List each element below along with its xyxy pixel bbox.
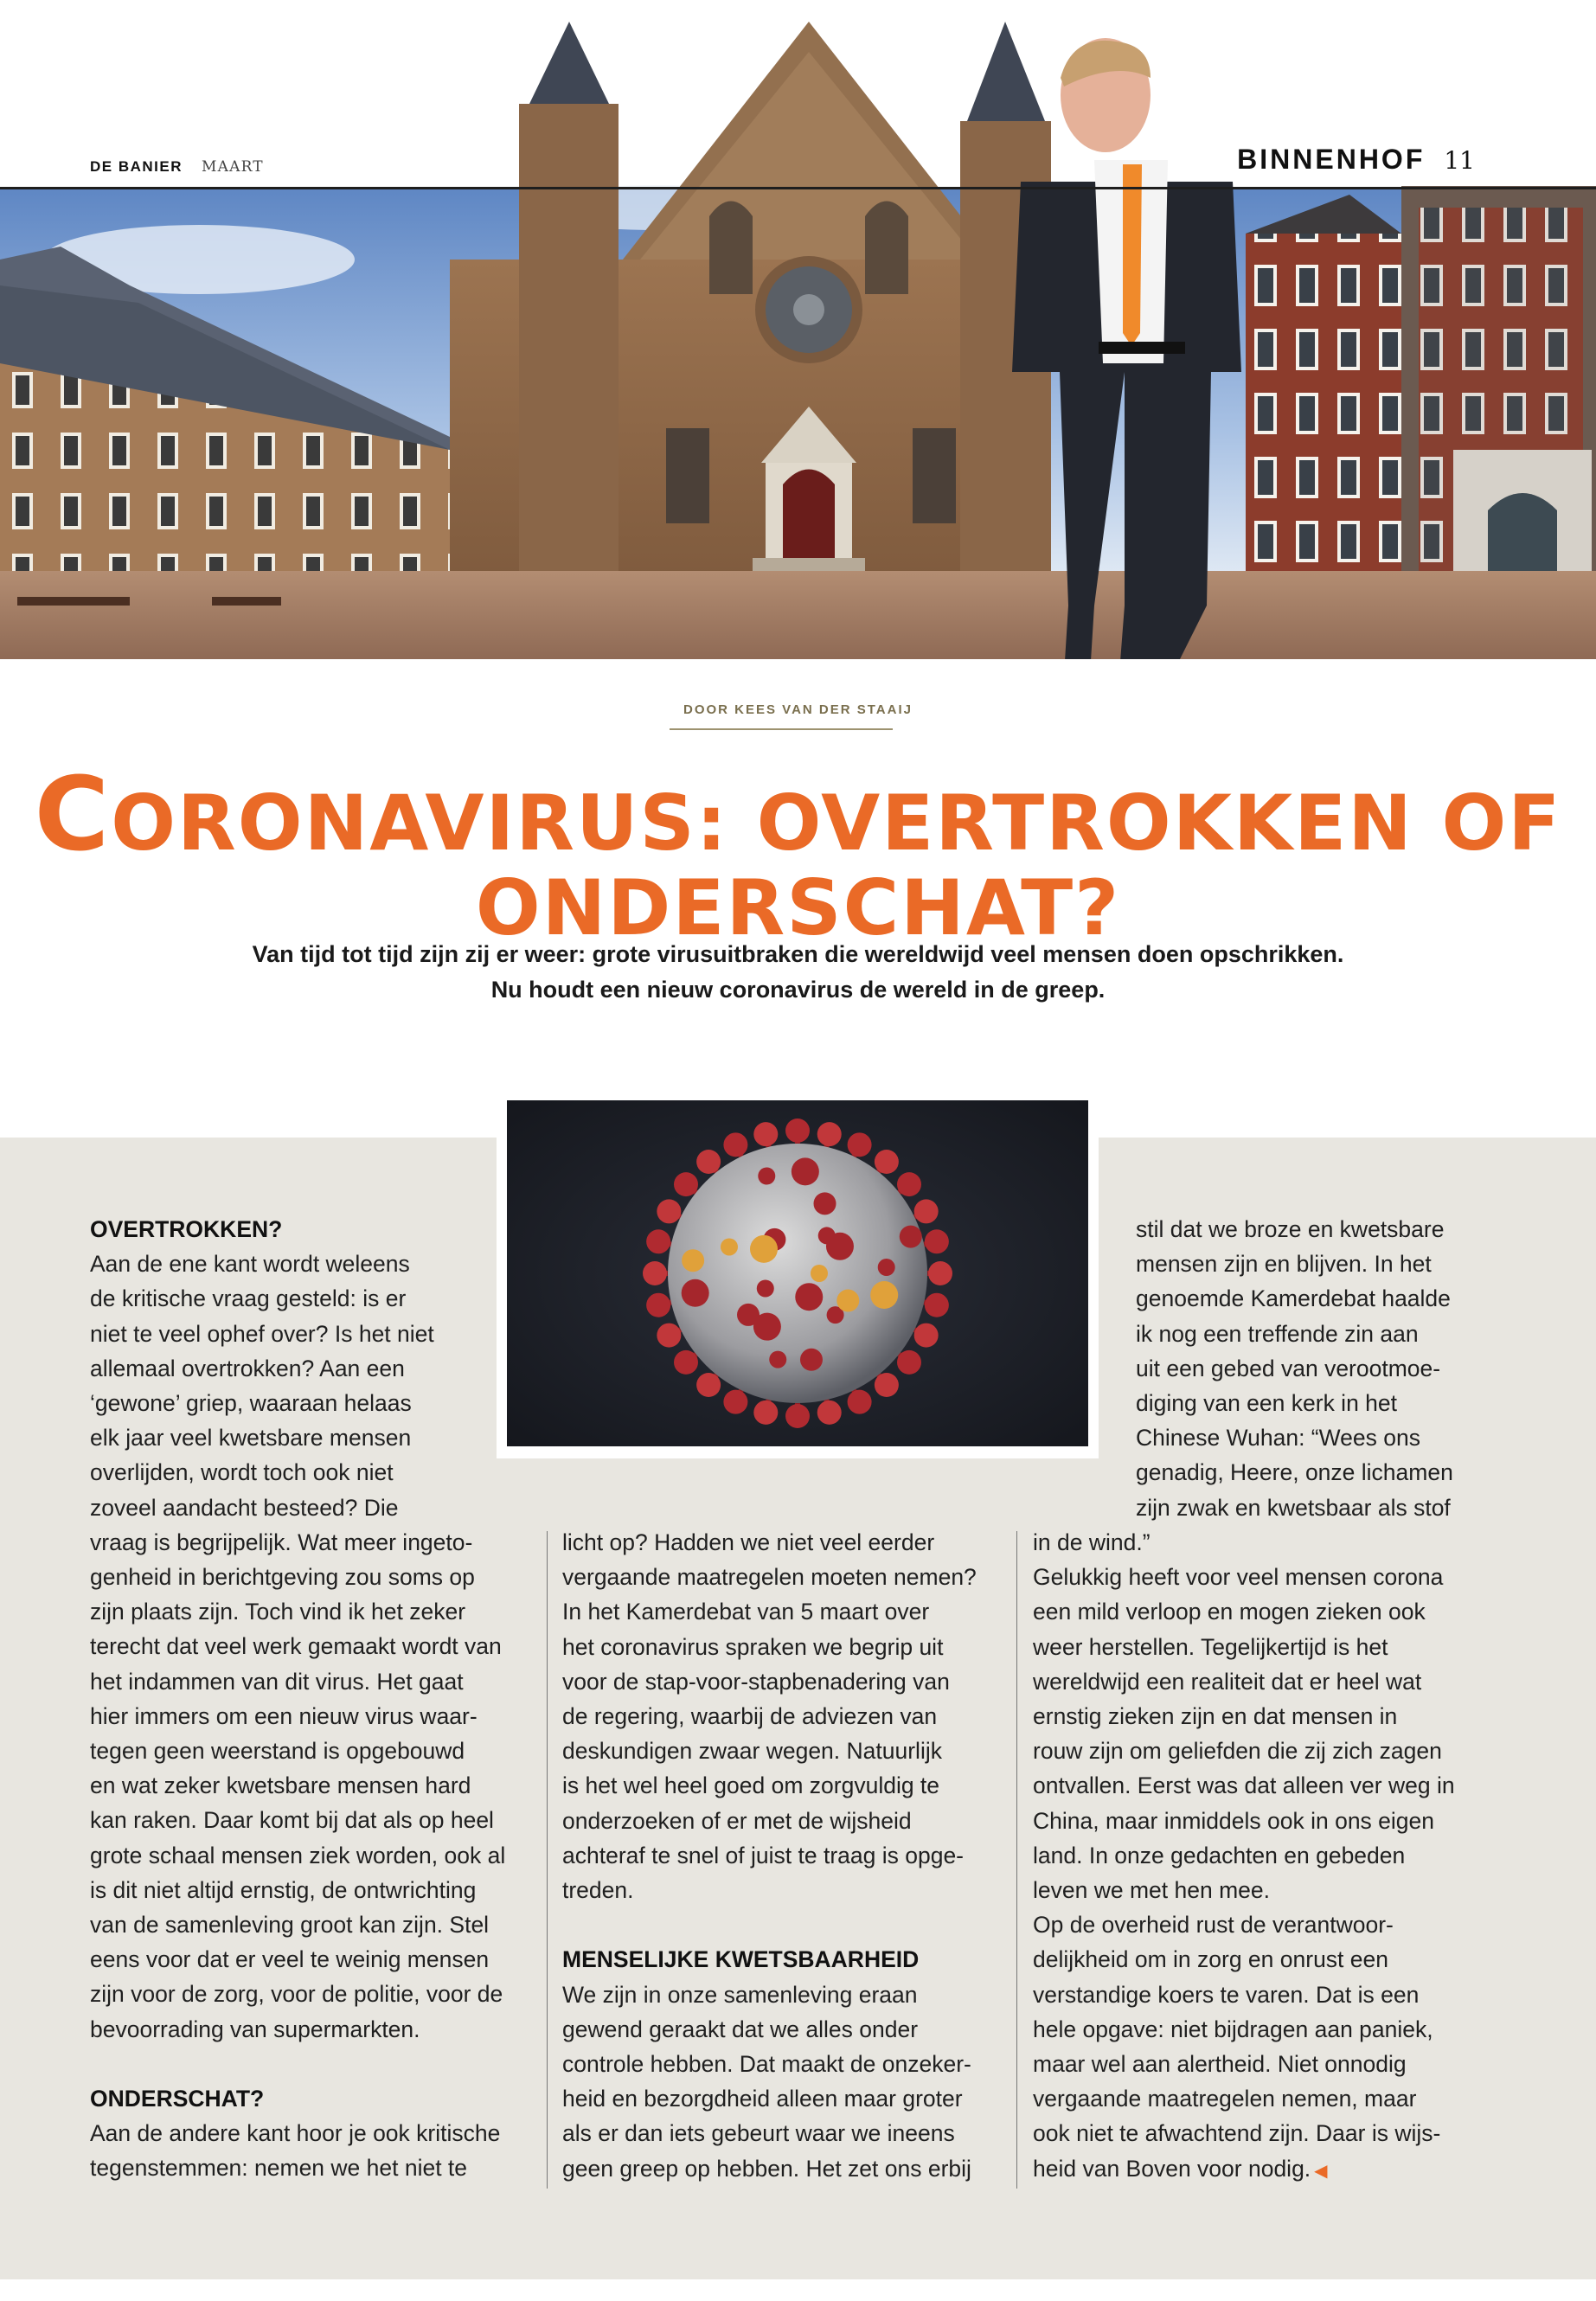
- text-line: Op de overheid rust de verantwoor-: [1033, 1912, 1394, 1939]
- end-of-article-mark: ◀: [1314, 2161, 1328, 2181]
- text-line: verstandige koers te varen. Dat is een: [1033, 1981, 1420, 2008]
- text-line: de kritische vraag gesteld: is er: [90, 1285, 407, 1312]
- text-line-final: heid van Boven voor nodig.: [1033, 2155, 1311, 2182]
- text-line: grote schaal mensen ziek worden, ook al: [90, 1842, 506, 1868]
- text-line: ook niet te afwachtend zijn. Daar is wijs-: [1033, 2120, 1441, 2147]
- text-line: allemaal overtrokken? Aan een: [90, 1355, 405, 1381]
- text-line: stil dat we broze en kwetsbare: [1136, 1216, 1445, 1242]
- text-line: voor de stap-voor-stapbenadering van: [562, 1668, 950, 1695]
- text-line: de regering, waarbij de adviezen van: [562, 1703, 938, 1730]
- coronavirus-illustration: [507, 1100, 1088, 1446]
- subheading: OVERTROKKEN?: [90, 1216, 283, 1242]
- text-line: van de samenleving groot kan zijn. Stel: [90, 1912, 490, 1939]
- intro-line-2: Nu houdt een nieuw coronavirus de wereld in de greep.: [490, 977, 1106, 1003]
- text-line: [1033, 2151, 1483, 2189]
- text-line: ernstig zieken zijn en dat mensen in: [1033, 1703, 1398, 1730]
- text-line: overlijden, wordt toch ook niet: [90, 1459, 394, 1486]
- column-middle: [562, 1525, 1003, 2186]
- column-left: [90, 1212, 540, 2186]
- text-line: vraag is begrijpelijk. Wat meer ingeto-: [90, 1529, 473, 1555]
- text-line: ik nog een treffende zin aan: [1136, 1320, 1419, 1347]
- text-line: land. In onze gedachten en gebeden: [1033, 1842, 1406, 1868]
- text-line: ‘gewone’ griep, waaraan helaas: [90, 1390, 412, 1417]
- text-line: is het wel heel goed om zorgvuldig te: [562, 1772, 940, 1799]
- text-line: ontvallen. Eerst was dat alleen ver weg in: [1033, 1772, 1455, 1799]
- byline-rule: [670, 728, 893, 730]
- intro-line-1: Van tijd tot tijd zijn zij er weer: grote virusuitbraken die wereldwijd veel mensen doen opschrikken.: [252, 941, 1344, 967]
- binnenhof-photo: [0, 0, 1596, 659]
- text-line: Gelukkig heeft voor veel mensen corona: [1033, 1564, 1444, 1591]
- text-line: het coronavirus spraken we begrip uit: [562, 1633, 944, 1660]
- text-line: weer herstellen. Tegelijkertijd is het: [1033, 1633, 1388, 1660]
- running-header-left: [90, 158, 264, 176]
- text-line: delijkheid om in zorg en onrust een: [1033, 1946, 1388, 1973]
- text-line: maar wel aan alertheid. Niet onnodig: [1033, 2051, 1407, 2078]
- text-line: mensen zijn en blijven. In het: [1136, 1251, 1432, 1278]
- column-right: [1033, 1525, 1483, 2189]
- text-line: zijn plaats zijn. Toch vind ik het zeker: [90, 1599, 466, 1625]
- title-initial: C: [34, 754, 112, 874]
- text-line: zoveel aandacht besteed? Die: [90, 1494, 399, 1521]
- text-line: Aan de andere kant hoor je ook kritische: [90, 2120, 501, 2147]
- text-line: in de wind.”: [1033, 1529, 1151, 1555]
- article-title: [0, 754, 1596, 952]
- text-line: deskundigen zwaar wegen. Natuurlijk: [562, 1738, 942, 1765]
- column-right-top: [1136, 1212, 1482, 1525]
- text-line: In het Kamerdebat van 5 maart over: [562, 1599, 930, 1625]
- text-line: en wat zeker kwetsbare mensen hard: [90, 1772, 471, 1799]
- text-line: genoemde Kamerdebat haalde: [1136, 1285, 1451, 1312]
- text-line: is dit niet altijd ernstig, de ontwrichting: [90, 1876, 477, 1903]
- paragraph-gap: [90, 2047, 540, 2081]
- text-line: controle hebben. Dat maakt de onzeker-: [562, 2051, 971, 2078]
- title-rest: ORONAVIRUS: OVERTROKKEN OF ONDERSCHAT?: [111, 779, 1562, 952]
- text-line: licht op? Hadden we niet veel eerder: [562, 1529, 935, 1555]
- text-line: het indammen van dit virus. Het gaat: [90, 1668, 464, 1695]
- issue-month: MAART: [202, 158, 264, 176]
- header-rule: [0, 187, 1596, 189]
- text-line: tegen geen weerstand is opgebouwd: [90, 1738, 465, 1765]
- text-line: treden.: [562, 1877, 634, 1904]
- text-line: bevoorrading van supermarkten.: [90, 2016, 420, 2042]
- publication-name: DE BANIER: [90, 158, 183, 175]
- text-line: vergaande maatregelen moeten nemen?: [562, 1564, 977, 1591]
- text-line: We zijn in onze samenleving eraan: [562, 1981, 918, 2008]
- text-line: Chinese Wuhan: “Wees ons: [1136, 1425, 1420, 1452]
- text-line: rouw zijn om geliefden die zij zich zagen: [1033, 1738, 1442, 1765]
- subheading: MENSELIJKE KWETSBAARHEID: [562, 1946, 920, 1973]
- text-line: een mild verloop en mogen zieken ook: [1033, 1599, 1426, 1625]
- article-intro: [164, 937, 1432, 1008]
- text-line: kan raken. Daar komt bij dat als op heel: [90, 1807, 494, 1834]
- column-rule-1: [547, 1531, 548, 2189]
- text-line: hele opgave: niet bijdragen aan paniek,: [1033, 2016, 1433, 2042]
- text-line: geen greep op hebben. Het zet ons erbij: [562, 2155, 971, 2182]
- text-line: leven we met hen mee.: [1033, 1877, 1270, 1904]
- text-line: Aan de ene kant wordt weleens: [90, 1251, 410, 1278]
- paragraph-gap: [562, 1907, 1003, 1942]
- text-line: achteraf te snel of juist te traag is opge-: [562, 1842, 965, 1868]
- byline: DOOR KEES VAN DER STAAIJ: [683, 702, 913, 717]
- running-header-right: [1237, 144, 1475, 176]
- text-line: als er dan iets gebeurt waar we ineens: [562, 2120, 955, 2147]
- text-line: genadig, Heere, onze lichamen: [1136, 1459, 1453, 1486]
- page-number: 11: [1444, 146, 1475, 175]
- text-line: hier immers om een nieuw virus waar-: [90, 1702, 478, 1729]
- text-line: terecht dat veel werk gemaakt wordt van: [90, 1633, 502, 1660]
- section-name: BINNENHOF: [1237, 144, 1426, 175]
- text-line: elk jaar veel kwetsbare mensen: [90, 1425, 412, 1452]
- text-line: zijn zwak en kwetsbaar als stof: [1136, 1494, 1451, 1521]
- text-line: niet te veel ophef over? Is het niet: [90, 1320, 434, 1347]
- text-line: diging van een kerk in het: [1136, 1390, 1398, 1417]
- text-line: vergaande maatregelen nemen, maar: [1033, 2086, 1417, 2112]
- text-line: wereldwijd een realiteit dat er heel wat: [1033, 1668, 1422, 1695]
- text-line: genheid in berichtgeving zou soms op: [90, 1564, 475, 1591]
- text-line: zijn voor de zorg, voor de politie, voor de: [90, 1981, 503, 2008]
- subheading: ONDERSCHAT?: [90, 2086, 265, 2112]
- column-rule-2: [1016, 1531, 1017, 2189]
- text-line: gewend geraakt dat we alles onder: [562, 2016, 919, 2042]
- text-line: eens voor dat er veel te weinig mensen: [90, 1946, 490, 1973]
- text-line: uit een gebed van verootmoe-: [1136, 1355, 1441, 1381]
- text-line: China, maar inmiddels ook in ons eigen: [1033, 1807, 1435, 1834]
- text-line: heid en bezorgdheid alleen maar groter: [562, 2086, 963, 2112]
- text-line: onderzoeken of er met de wijsheid: [562, 1807, 912, 1834]
- text-line: tegenstemmen: nemen we het niet te: [90, 2155, 468, 2182]
